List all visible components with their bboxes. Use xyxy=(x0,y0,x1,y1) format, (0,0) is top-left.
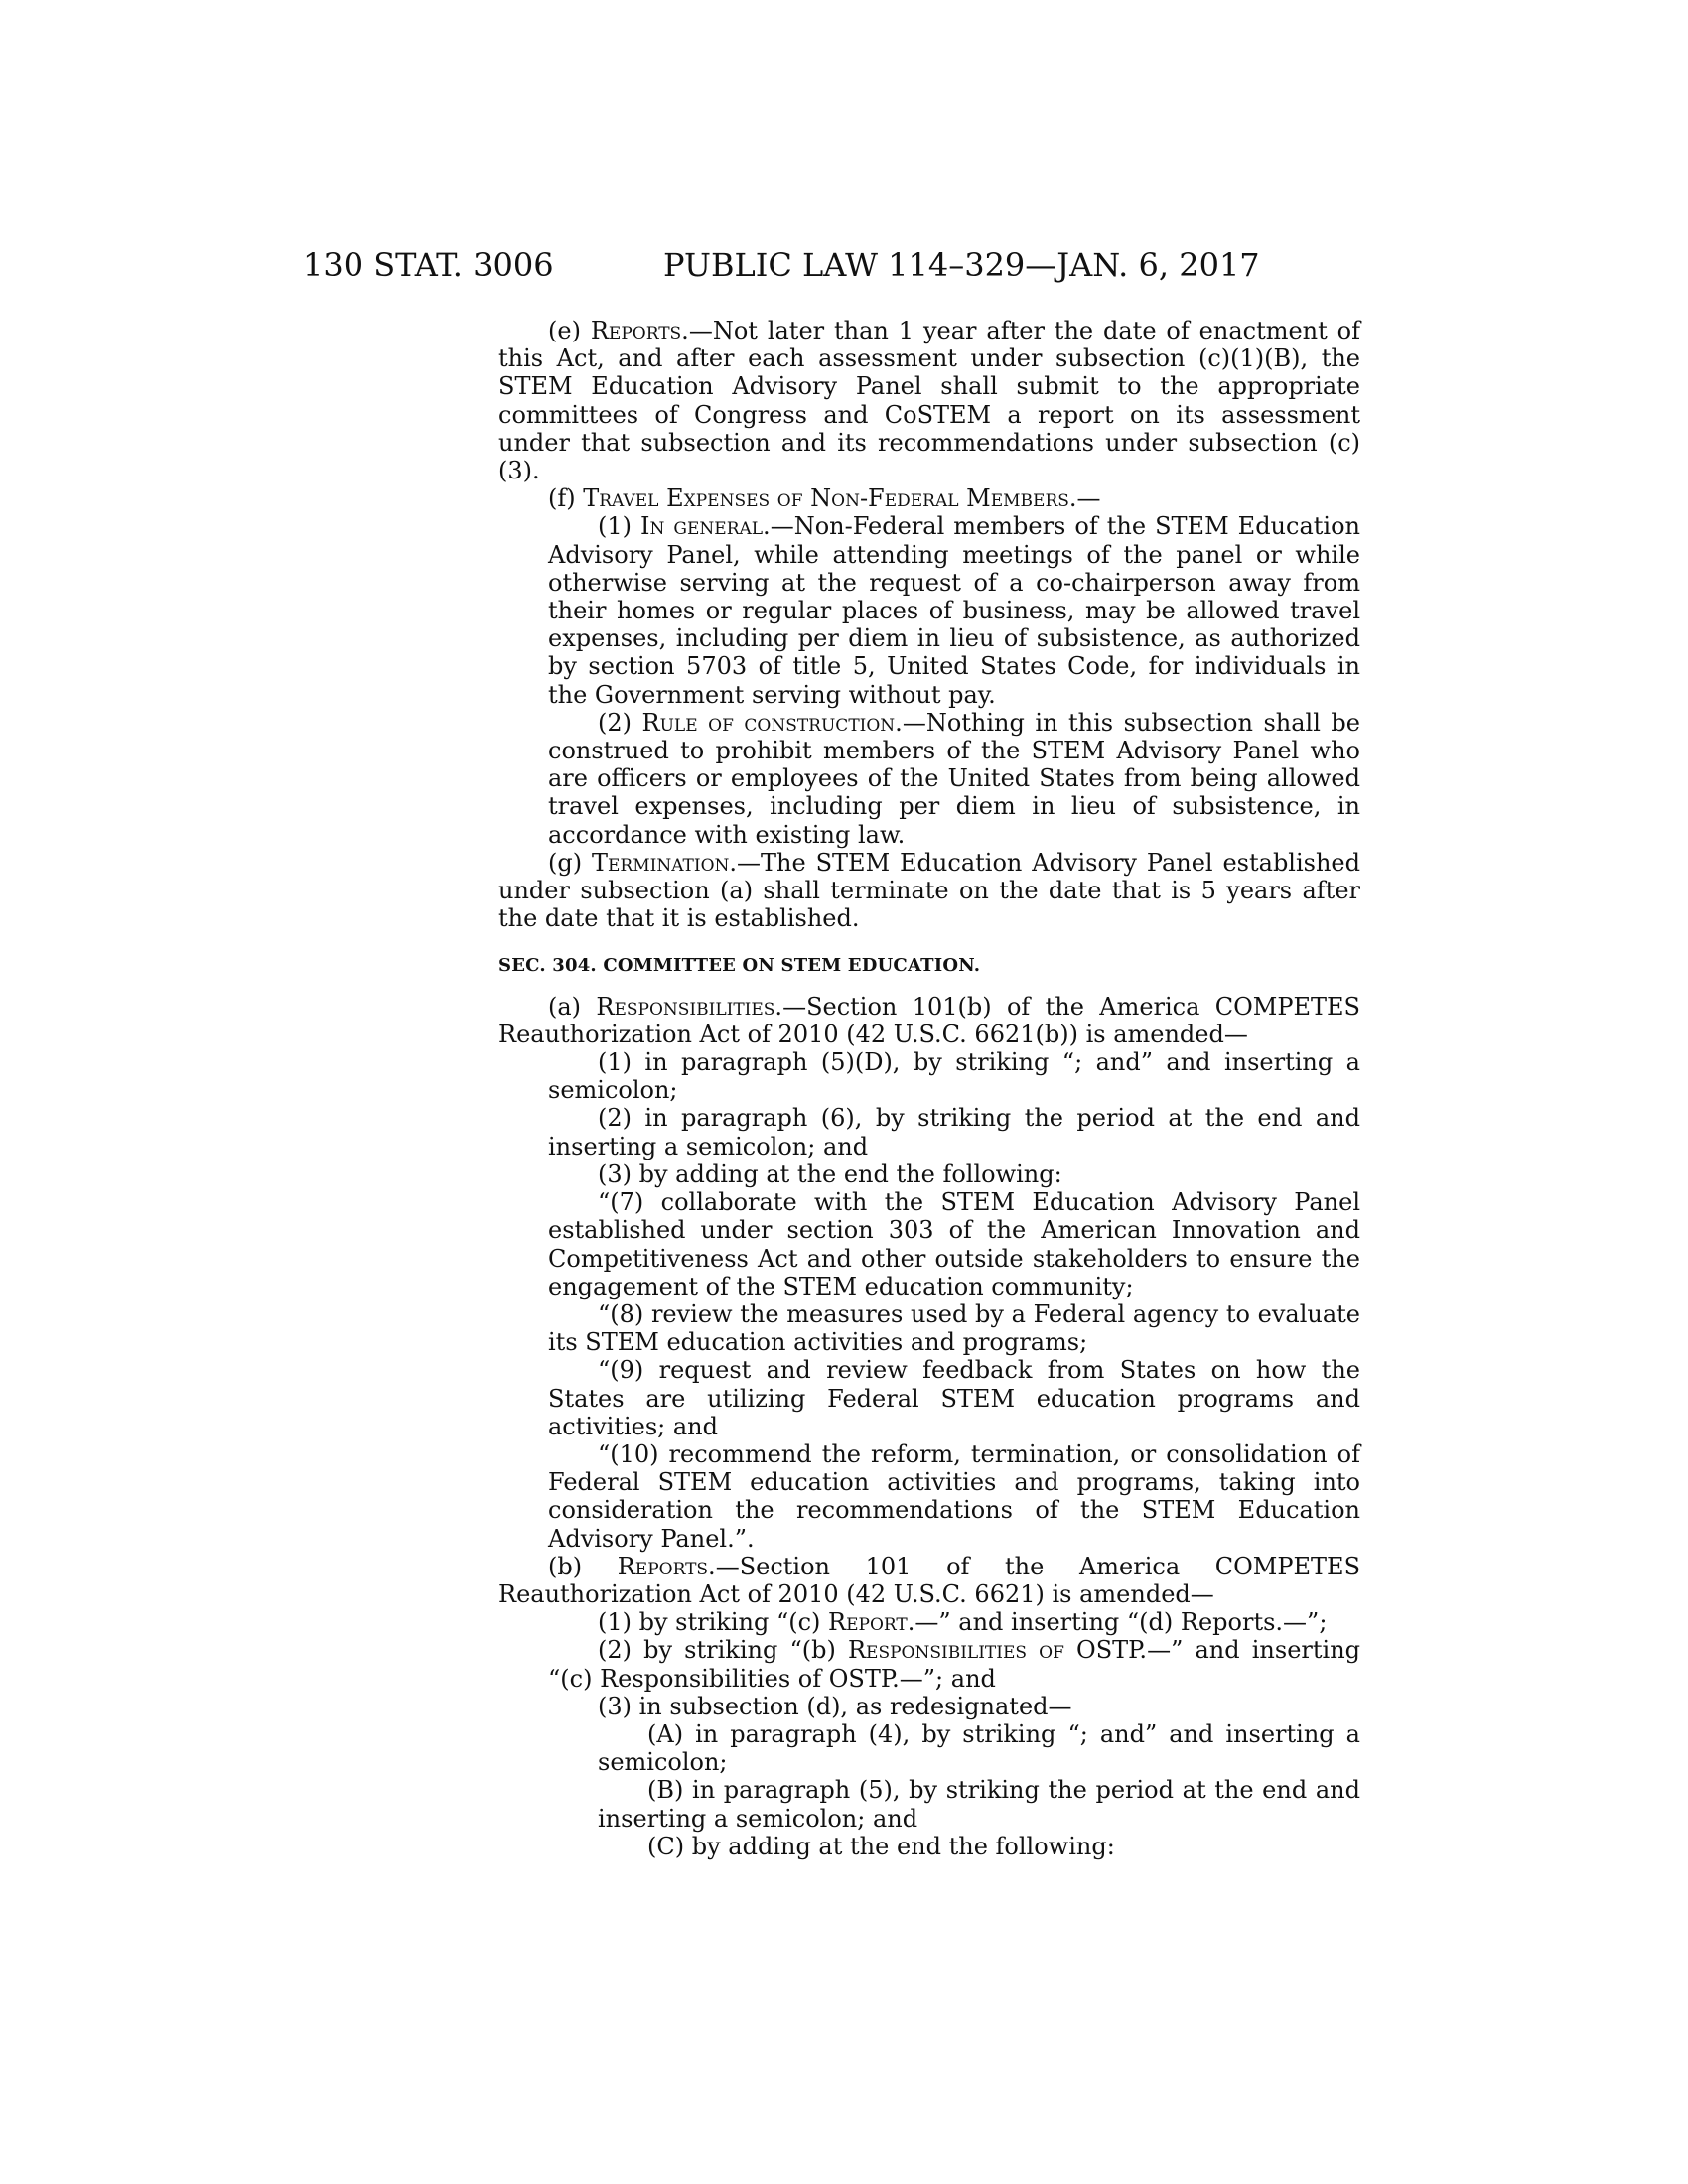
clause-b2: (2) by striking “(b) Responsibilities of OSTP.—” and inserting “(c) Responsibilities of OSTP.—”; and xyxy=(548,1636,1361,1693)
paragraph-f1-in-general: (1) In general.—Non-Federal members of the STEM Education Advisory Panel, while attending meetings of the panel or while otherwise serving at the request of a co-chairperson away from their homes or regular places of business, may be allowed travel expenses, including per diem in lieu of subsistence, as authorized by section 5703 of title 5, United States Code, for individuals in the Government serving without pay. xyxy=(548,512,1360,709)
page-folio: 130 STAT. 3006 xyxy=(303,246,554,284)
clause-a2: (2) in paragraph (6), by striking the period at the end and inserting a semicolon; and xyxy=(548,1104,1360,1160)
inserted-paragraph-7: “(7) collaborate with the STEM Education Advisory Panel established under section 303 of the American Innovation and Competitiveness Act and other outside stakeholders to ensure the engagement of the STEM education community; xyxy=(548,1188,1360,1300)
paragraph-g-termination: (g) Termination.—The STEM Education Advisory Panel established under subsection (a) shall terminate on the date that is 5 years after the date that it is established. xyxy=(498,848,1361,933)
running-head-title: PUBLIC LAW 114–329—JAN. 6, 2017 xyxy=(663,246,1260,284)
paragraph-f2-rule-of-construction: (2) Rule of construction.—Nothing in this subsection shall be construed to prohibit members of the STEM Advisory Panel who are officers or employees of the United States from being allowed travel expenses, including per diem in lieu of subsistence, in accordance with existing law. xyxy=(548,708,1360,849)
clause-b1: (1) by striking “(c) Report.—” and inserting “(d) Reports.—”; xyxy=(598,1608,1328,1637)
inserted-paragraph-10: “(10) recommend the reform, termination, or consolidation of Federal STEM education activities and programs, taking into consideration the recommendations of the STEM Education Advisory Panel.”. xyxy=(548,1439,1360,1553)
inserted-paragraph-9: “(9) request and review feedback from States on how the States are utilizing Federal STEM education programs and activities; and xyxy=(548,1356,1360,1440)
paragraph-a-responsibilities: (a) Responsibilities.—Section 101(b) of the America COMPETES Reauthorization Act of 2010 (42 U.S.C. 6621(b)) is amended— xyxy=(498,992,1361,1048)
clause-a1: (1) in paragraph (5)(D), by striking “; and” and inserting a semicolon; xyxy=(548,1048,1360,1105)
subclause-b3c: (C) by adding at the end the following: xyxy=(647,1832,1115,1860)
inserted-paragraph-8: “(8) review the measures used by a Federal agency to evaluate its STEM education activities and programs; xyxy=(548,1299,1360,1357)
paragraph-f-travel-expenses: (f) Travel Expenses of Non-Federal Members.— xyxy=(548,484,1101,513)
paragraph-e-reports: (e) Reports.—Not later than 1 year after the date of enactment of this Act, and after each assessment under subsection (c)(1)(B), the STEM Education Advisory Panel shall submit to the appropriate committees of Congress and CoSTEM a report on its assessment under that subsection and its recommendations under subsection (c)(3). xyxy=(498,317,1361,485)
clause-b3: (3) in subsection (d), as redesignated— xyxy=(598,1692,1072,1720)
subclause-b3a: (A) in paragraph (4), by striking “; and” and inserting a semicolon; xyxy=(598,1719,1360,1777)
statute-body xyxy=(498,317,1360,1860)
clause-a3: (3) by adding at the end the following: xyxy=(598,1160,1062,1188)
paragraph-b-reports: (b) Reports.—Section 101 of the America COMPETES Reauthorization Act of 2010 (42 U.S.C. 6621) is amended— xyxy=(498,1552,1361,1608)
subclause-b3b: (B) in paragraph (5), by striking the period at the end and inserting a semicolon; and xyxy=(598,1776,1360,1833)
section-304-heading: SEC. 304. COMMITTEE ON STEM EDUCATION. xyxy=(498,955,981,977)
